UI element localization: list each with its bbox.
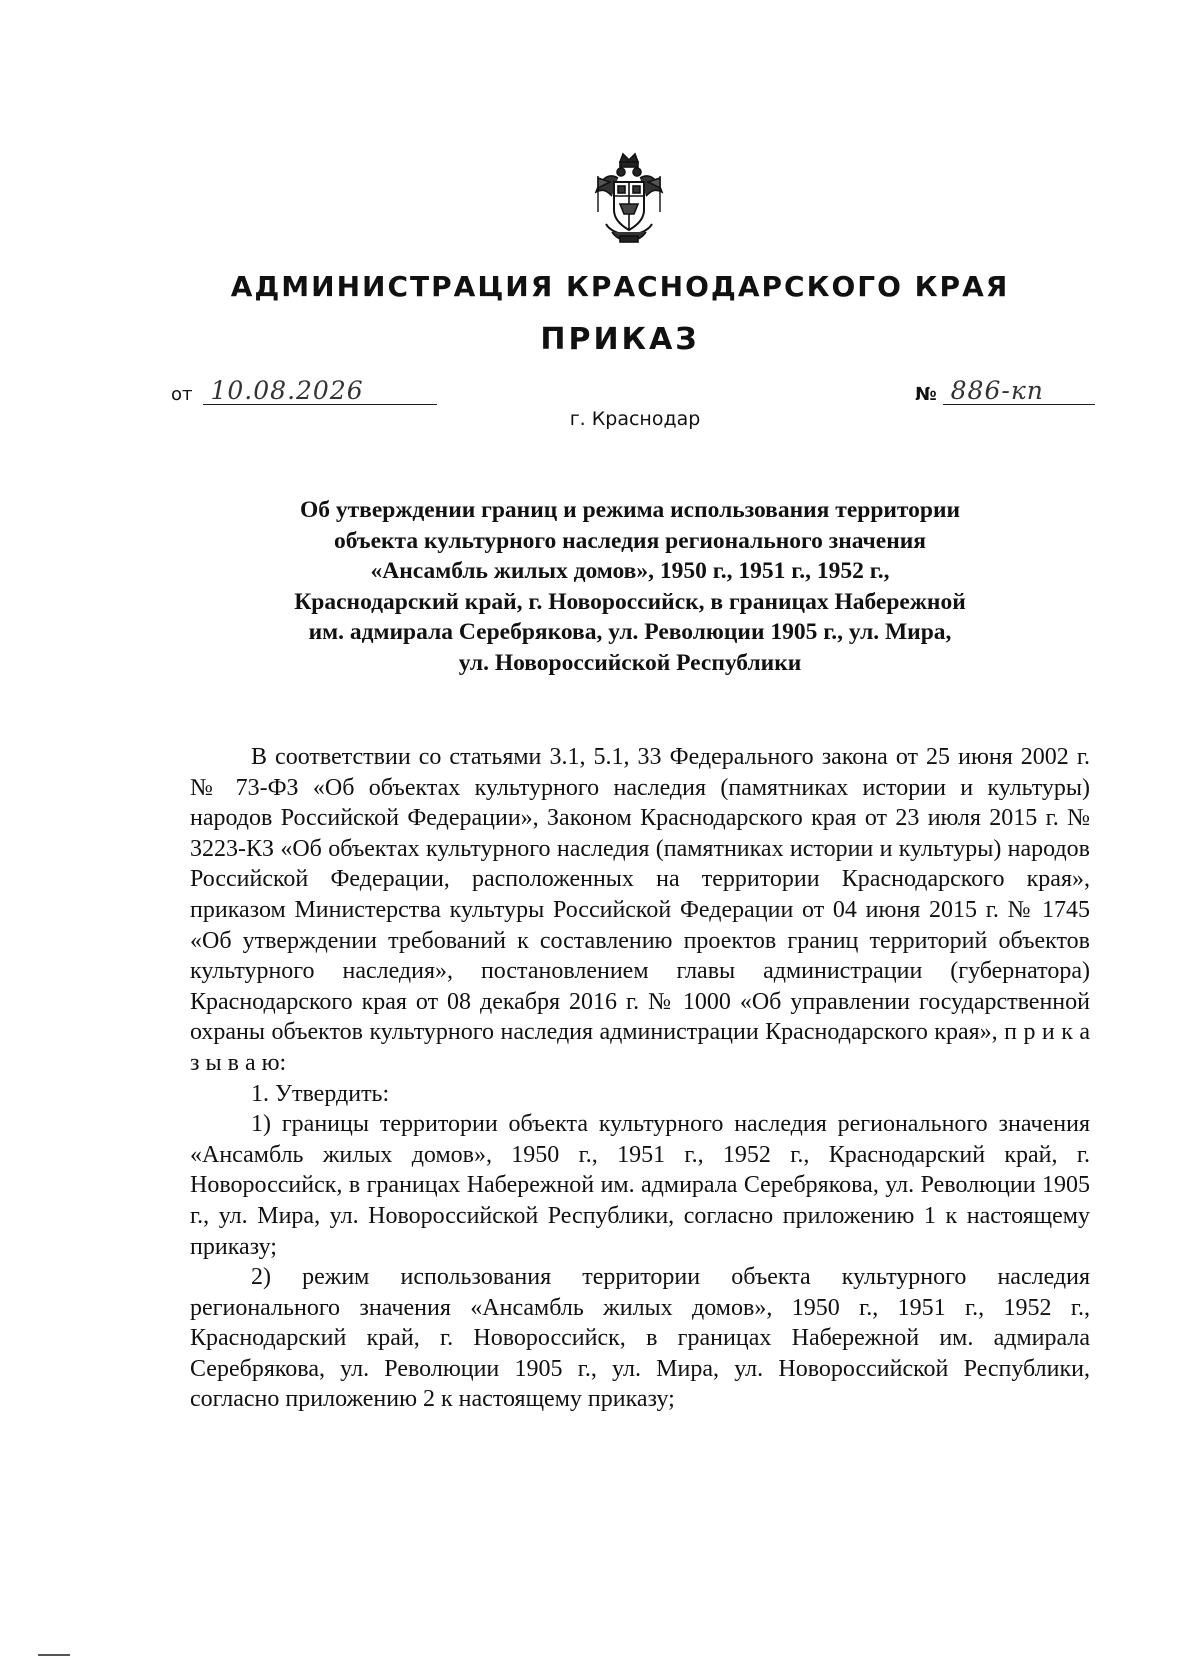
title-line: Краснодарский край, г. Новороссийск, в границах Набережной [294,588,966,615]
document-title [180,495,1080,678]
city: г. Краснодар [569,408,701,430]
number-line [915,378,1095,405]
title-line: Об утверждении границ и режима использования территории [299,497,961,523]
date-line [171,378,437,405]
preamble-paragraph: В соответствии со статьями 3.1, 5.1, 33 Федерального закона от 25 июня 2002 г. № 73-ФЗ «Об объектах культурного наследия (памятниках истории и культуры) народов Российской Федерации», Законом Краснодарского края от 23 июля 2015 г. № 3223-КЗ «Об объектах культурного наследия (памятниках истории и культуры) народов Российской Федерации, расположенных на территории Краснодарского края», приказом Министерства культуры Российской Федерации от 04 июня 2015 г. № 1745 «Об утверждении требований к составлению проектов границ территорий объектов культурного наследия», постановлением главы администрации (губернатора) Краснодарского края от 08 декабря 2016 г. № 1000 «Об управлении государственной охраны объектов культурного наследия администрации Краснодарского края», п р и к а з ы в а ю: [190,744,1090,1076]
date-prefix: от [171,384,193,405]
document-type: ПРИКАЗ [540,322,700,357]
title-line: «Ансамбль жилых домов», 1950 г., 1951 г., 1952 г., [370,558,890,584]
number-value: 886-кп [943,378,1095,405]
title-line: объекта культурного наследия регионального значения [333,527,927,554]
item-1-2: 2) режим использования территории объекта культурного наследия регионального значения «Ансамбль жилых домов», 1950 г., 1951 г., 1952 г., Краснодарский край, г. Новороссийск, в границах Набережной им. адмирала Серебрякова, ул. Революции 1905 г., ул. Мира, ул. Новороссийской Республики, согласно приложению 2 к настоящему приказу; [190,1264,1090,1413]
coat-of-arms-icon [590,152,668,248]
item-1: 1. Утвердить: [251,1080,390,1107]
authority-name: АДМИНИСТРАЦИЯ КРАСНОДАРСКОГО КРАЯ [230,270,1010,303]
item-1-1: 1) границы территории объекта культурного наследия регионального значения «Ансамбль жилых домов», 1950 г., 1951 г., 1952 г., Краснодарский край, г. Новороссийск, в границах Набережной им. адмирала Серебрякова, ул. Революции 1905 г., ул. Мира, ул. Новороссийской Республики, согласно приложению 1 к настоящему приказу; [190,1111,1090,1260]
title-line: им. адмирала Серебрякова, ул. Революции 1905 г., ул. Мира, [308,619,952,645]
number-prefix: № [915,384,937,405]
document-body [190,742,1090,1415]
date-value: 10.08.2026 [203,378,437,405]
page-edge-mark [38,1654,70,1656]
title-line: ул. Новороссийской Республики [458,649,802,676]
